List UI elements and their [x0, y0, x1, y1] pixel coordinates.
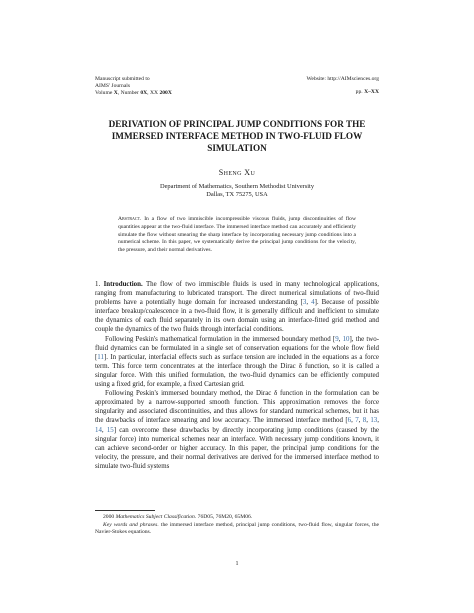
volume-line: Volume X, Number 0X, XX 200X: [95, 89, 172, 96]
year-value: 200X: [159, 89, 172, 96]
website: Website: http://AIMsciences.org: [306, 76, 379, 82]
footnote-rule: [95, 510, 155, 511]
volume-value: X: [113, 89, 118, 96]
section-number: 1.: [95, 281, 101, 288]
main-text: [95, 280, 379, 471]
keywords-line: Key words and phrases. the immersed interface method, principal jump conditions, two-fluid flow, singular forces, the Navier-Stokes equations.: [95, 521, 380, 536]
page-number: 1: [235, 561, 239, 567]
citation-link[interactable]: 8: [362, 417, 367, 425]
citation-link[interactable]: 14: [95, 426, 102, 434]
citation-link[interactable]: 13: [370, 417, 378, 425]
number-value: 0X: [140, 89, 148, 96]
citation-link[interactable]: 10: [342, 335, 350, 343]
paragraph-1: 1. Introduction. The flow of two immiscible fluids is used in many technological applications, ranging from manufacturing to lubricated transport. The direct numerical simulations of two-fluid problems have a potentially huge domain for increased understanding [3, 4]. Because of possible interface breakup/coalescence in a two-fluid flow, it is generally difficult and inefficient to simulate the dynamics of each fluid separately in its own domain using an interface-fitted grid method and couple the dynamics of the two fluids through interfacial conditions.: [95, 281, 379, 334]
abstract: [118, 216, 356, 255]
paper-title: DERIVATION OF PRINCIPAL JUMP CONDITIONS FOR THE IMMERSED INTERFACE METHOD IN TWO-FLUID FLOW SIMULATION: [108, 119, 366, 153]
paragraph-2: Following Peskin's mathematical formulation in the immersed boundary method [9, 10], the two-fluid dynamics can be formulated in a single set of conservation equations for the whole flow field [11]. In particular, interfacial effects such as surface tension are included in the equations as a force term. This force term concentrates at the interface through the Dirac δ function, so it is called a singular force. With this unified formulation, the two-fluid dynamics can be efficiently computed using a fixed grid, for example, a fixed Cartesian grid.: [95, 335, 379, 389]
journal-info: [95, 76, 172, 96]
page-range: pp. X–XX: [355, 89, 379, 95]
citation-link[interactable]: 6: [347, 417, 352, 425]
citation-link[interactable]: 7: [355, 417, 359, 425]
msc-line: 2000 Mathematics Subject Classification. 76D05, 76M20, 65M06.: [103, 514, 253, 520]
section-heading: Introduction.: [103, 281, 143, 288]
journal-name: AIMS' Journals: [95, 82, 131, 89]
author-name: Sheng Xu: [218, 168, 256, 177]
abstract-label: Abstract.: [118, 216, 142, 222]
citation-link[interactable]: 15: [106, 426, 114, 434]
citation-link[interactable]: 11: [97, 353, 104, 361]
paragraph-3: Following Peskin's immersed boundary method, the Dirac δ function in the formulation can be approximated by a narrow-supported smooth function. This approximation removes the force singularity and associated discontinuities, and thus allows for standard numerical schemes, but it has the drawbacks of interface smearing and low accuracy. The immersed interface method [6, 7, 8, 13, 14, 15] can overcome these drawbacks by directly incorporating jump conditions (caused by the singular force) into numerical schemes near an interface. With necessary jump conditions known, it can achieve second-order or higher accuracy. In this paper, the principal jump conditions for the velocity, the pressure, and their normal derivatives are derived for the immersed interface method to simulate two-fluid systems: [95, 390, 379, 470]
author-affiliation: Department of Mathematics, Southern Methodist University Dallas, TX 75275, USA: [159, 183, 315, 199]
citation-link[interactable]: 9: [335, 335, 339, 343]
footnote: [95, 514, 379, 537]
citation-link[interactable]: 4: [311, 299, 315, 307]
citation-link[interactable]: 3: [302, 299, 307, 307]
submission-note: Manuscript submitted to: [95, 76, 150, 82]
abstract-text: In a flow of two immiscible incompressible viscous fluids, jump discontinuities of flow quantities appear at the two-fluid interface. The immersed interface method can accurately and efficiently simulate the flow without smearing the sharp interface by incorporating necessary jump conditions into a numerical scheme. In this paper, we systematically derive the principal jump conditions for the velocity, the pressure, and their normal derivatives.: [118, 216, 356, 254]
